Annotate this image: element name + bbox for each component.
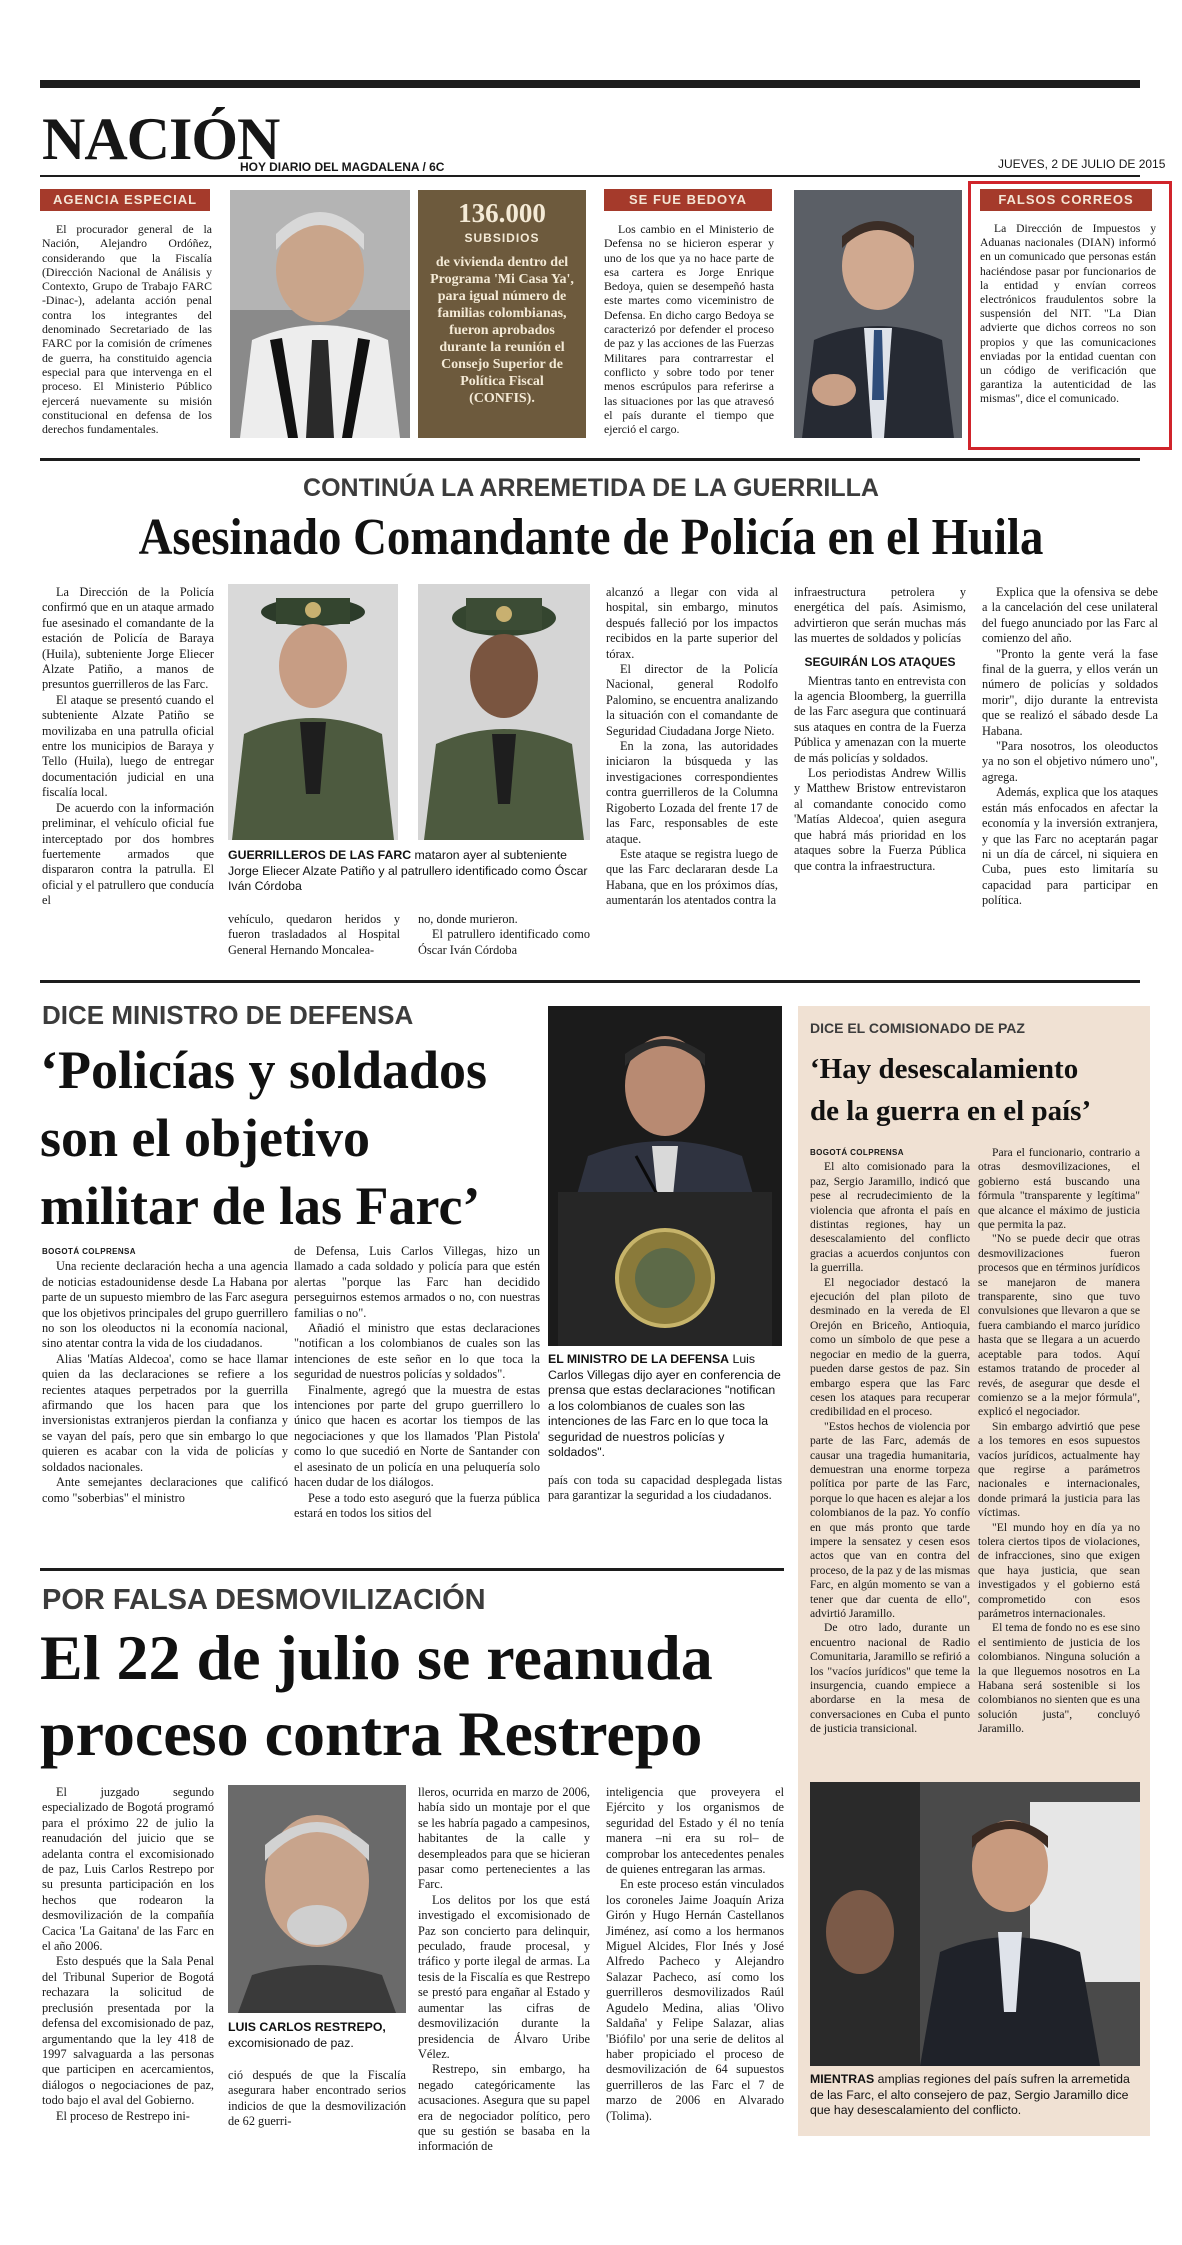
ministro-rule bbox=[40, 1568, 784, 1571]
photo-restrepo bbox=[228, 1785, 406, 2013]
restrepo-figure bbox=[228, 1785, 406, 2013]
restrepo-photo-caption: LUIS CARLOS RESTREPO, excomisionado de paz. bbox=[228, 2020, 386, 2050]
briefs-rule bbox=[40, 458, 1140, 461]
restrepo-col3: lleros, ocurrida en marzo de 2006, había sido un montaje por el que se les habría pagado a campesinos, habitantes de la calle y desempleados para que se hicieran pasar como pertenecientes a las Farc. Los delitos por los que está investigado el excomisionado de Paz son concierto para delinquir, peculado, fraude procesal, y tráfico y porte ilegal de armas. La tesis de la Fiscalía es que Restrepo se prestó para engañar al Estado y aumentar las cifras de desmovilización durante la presidencia de Álvaro Uribe Vélez. Restrepo, sin embargo, ha negado categóricamente las acusaciones. Asegura que su papel era de negociador político, pero que su gestión se basaba en la información de bbox=[418, 1785, 590, 2154]
edition-date: JUEVES, 2 DE JULIO DE 2015 bbox=[998, 157, 1166, 171]
patrullero-figure bbox=[418, 584, 590, 840]
photo-subteniente bbox=[228, 584, 398, 840]
ministro-figure bbox=[548, 1006, 782, 1346]
brief-subsidios-box bbox=[418, 190, 586, 438]
huila-col5: Explica que la ofensiva se debe a la cancelación del cese unilateral del fuego anunciado por las Farc al comienzo del año. "Pronto la gente verá la fase final de la guerra, y ellos verán un número de policías y soldados morir", dijo durante la entrevista que se realizó el sábado desde La Habana. "Para nosotros, los oleoductos ya no son el objetivo número uno", agrega. Además, explica que los ataques están más enfocados en afectar la economía y la inversión extranjera, y que las Farc no aceptarán pagar ni un día de cárcel, ni siquiera en Cuba, pues esto limitaría su capacidad para participar en política. bbox=[982, 585, 1158, 908]
huila-kicker: CONTINÚA LA ARREMETIDA DE LA GUERRILLA bbox=[303, 474, 879, 502]
top-rule bbox=[40, 80, 1140, 88]
huila-photo-caption: GUERRILLEROS DE LAS FARC mataron ayer al subteniente Jorge Eliecer Alzate Patiño y al patrullero identificado como Óscar Iván Córdoba bbox=[228, 848, 588, 893]
subsidios-label: SUBSIDIOS bbox=[464, 231, 540, 245]
restrepo-col1: El juzgado segundo especializado de Bogotá programó para el próximo 22 de julio la reanudación del juicio que se adelanta contra el excomisionado de paz, Luis Carlos Restrepo por su presunta participación en los hechos que rodearon la desmovilización de la compañía Cacica 'La Gaitana' de las Farc en el año 2006. Esto después que la Sala Penal del Tribunal Superior de Bogotá rechazara la solicitud de preclusión presentada por la defensa del excomisionado de paz, argumentando que la ley 418 de 1997 salvaguarda a las personas que participen en acercamientos, diálogos o negociaciones de paz, todo bajo el aval del Gobierno. El proceso de Restrepo ini- bbox=[42, 1785, 214, 2123]
restrepo-headline: El 22 de julio se reanuda proceso contra Restrepo bbox=[40, 1622, 713, 1769]
subsidios-number: 136.000 bbox=[458, 198, 546, 228]
photo-patrullero bbox=[418, 584, 590, 840]
paz-byline: BOGOTÁ COLPRENSA bbox=[810, 1148, 904, 1157]
paper-name: HOY DIARIO DEL MAGDALENA / 6C bbox=[240, 160, 445, 174]
paz-photo-caption: MIENTRAS amplias regiones del país sufren la arremetida de las Farc, el alto consejero de paz, Sergio Jaramillo dice que hay desescalamiento del conflicto. bbox=[810, 2072, 1130, 2117]
huila-rule bbox=[40, 980, 1140, 983]
procurador-figure bbox=[230, 190, 410, 438]
restrepo-col4: inteligencia que proveyera el Ejército y los organismos de seguridad del Estado y él no tenía manera –ni era su rol– de comprobar los antecedentes penales de quienes entregaran las armas. En este proceso están vinculados los coroneles Jaime Joaquín Ariza Girón y Hugo Hernán Castellanos Jiménez, así como a los hermanos Miguel Alcides, Flor Inés y José Alfredo Pacheco y Alejandro Salazar Pacheco, así como los guerrilleros desmovilizados Raúl Agudelo Medina, alias 'Olivo Saldaña' y Felipe Salazar, alias 'Biófilo' por una serie de delitos al haber propiciado el proceso de desmovilización de 64 supuestos guerrilleros de las Farc el 7 de marzo de 2006 en Alvarado (Tolima). bbox=[606, 1785, 784, 2123]
ministro-byline: BOGOTÁ COLPRENSA bbox=[42, 1247, 136, 1256]
brief-bedoya-text: Los cambio en el Ministerio de Defensa no se hicieron esperar y uno de los que ya no hace parte de esa cartera es Jorge Enrique Bedoya, quien se desempeñó hasta este martes como viceministro de Defensa. En dicho cargo Bedoya se caracterizó por defender el proceso de paz y las acciones de las Fuerzas Militares para contrarrestar el conflicto y sobre todo por tener menos escrúpulos para referirse a las situaciones por las que atravesó el país durante el tiempo que ejerció el cargo. bbox=[604, 222, 774, 437]
subsidios-text: de vivienda dentro del Programa 'Mi Casa Ya', para igual número de familias colombianas, fueron aprobados durante la reunión el Consejo Superior de Política Fiscal (CONFIS). bbox=[430, 255, 574, 406]
paz-col1: BOGOTÁ COLPRENSA El alto comisionado para la paz, Sergio Jaramillo, indicó que pese al recrudecimiento de la violencia que afronta el país en distintas regiones, hay un desescalamiento del conflicto gracias a acuerdos conjuntos con la guerrilla. El negociador destacó la ejecución del plan piloto de desminado en la vereda de El Orejón en Briceño, Antioquia, como un símbolo de que pese a negociar en medio de la guerra, pueden darse gestos de paz. Sin embargo espera que las Farc cesen los ataques para recuperar credibilidad en el proceso. "Estos hechos de violencia por parte de las Farc, además de causar una tragedia humanitaria, demuestran una enorme torpeza política por parte de las Farc, porque lo que hacen es alejar a los colombianos de la paz. Yo confío en que más pronto que tarde impere la sensatez y cesen esos actos que van en contra del proceso, de la paz y de las mismas Farc, en algún momento se van a tener que dar cuenta de ello", advirtió Jaramillo. De otro lado, durante un encuentro nacional de Radio Comunitaria, Jaramillo se refirió a los "vacíos jurídicos" que teme la insurgencia, cuando empiece a abordarse en la mesa de conversaciones en Cuba el punto de justicia transicional. bbox=[810, 1148, 970, 1736]
ministro-kicker: DICE MINISTRO DE DEFENSA bbox=[42, 1000, 414, 1030]
jaramillo-figure bbox=[810, 1782, 1140, 2066]
huila-subhead: SEGUIRÁN LOS ATAQUES bbox=[804, 654, 956, 669]
paz-headline: ‘Hay desescalamiento de la guerra en el país’ bbox=[810, 1053, 1092, 1127]
ministro-col2: de Defensa, Luis Carlos Villegas, hizo un llamado a cada soldado y policía para que estén alertas "porque las Farc han decidido perseguirnos estemos armados o no, con nuestras familias o no". Añadió el ministro que estas declaraciones "notifican a los colombianos de cuales son las intenciones de este señor en lo que toca la seguridad de nuestros policías y soldados". Finalmente, agregó que la muestra de estas intenciones por parte del grupo guerrillero lo único que hacen es acortar los tiempos de las negociaciones y que los llamados 'Plan Pistola' como lo que sucedió en Norte de Santander con el asesinato de un policía en una peluquería solo hacen dudar de los diálogos. Pese a todo esto aseguró que la fuerza pública estará en todos los sitios del bbox=[294, 1244, 540, 1520]
subteniente-figure bbox=[228, 584, 398, 840]
restrepo-kicker: POR FALSA DESMOVILIZACIÓN bbox=[42, 1584, 486, 1616]
ministro-photo-caption: EL MINISTRO DE LA DEFENSA Luis Carlos Villegas dijo ayer en conferencia de prensa que estas declaraciones "notifican a los colombianos de cuales son las intenciones de las Farc en lo que toca la seguridad de nuestros policías y soldados". bbox=[548, 1352, 781, 1459]
paz-col2: Para el funcionario, contrario a otras desmovilizaciones, el gobierno está buscando una fórmula "transparente y legítima" que alcance el máximo de justicia que permita la paz. "No se puede decir que otras desmovilizaciones fueron procesos que en términos jurídicos se manejaron de manera transparente, sino que tuvo convulsiones que llevaron a que se fuera cambiando el marco jurídico hasta que se llegara a un acuerdo aceptable para todos. Aquí estamos tratando de proceder al revés, de asegurar que desde el comienzo se a la mejor fórmula", explicó el negociador. Sin embargo advirtió que pese a los temores en esos supuestos vacíos jurídicos, actualmente hay que regirse a parámetros nacionales e internacionales, donde primará la justicia para las víctimas. "El mundo hoy en día ya no tolera ciertos tipos de violaciones, de infracciones, sino que exigen que haya justicia, que sean investigados y el gobierno está comprometido con esos parámetros internacionales. El tema de fondo no es ese sino el sentimiento de justicia de los colombianos. Ninguna solución a la que lleguemos nosotros en La Habana será sostenible si los colombianos no sienten que es una solución justa", concluyó Jaramillo. bbox=[978, 1146, 1140, 1736]
bedoya-figure bbox=[794, 190, 962, 438]
ministro-col3: país con toda su capacidad desplegada listas para garantizar la seguridad a los ciudadanos. bbox=[548, 1473, 782, 1503]
huila-col2a: vehículo, quedaron heridos y fueron trasladados al Hospital General Hernando Moncalea- bbox=[228, 912, 400, 957]
brief-kicker-agencia: AGENCIA ESPECIAL bbox=[40, 189, 210, 211]
ministro-headline: ‘Policías y soldados son el objetivo militar de las Farc’ bbox=[40, 1040, 488, 1236]
brief-correos-text: La Dirección de Impuestos y Aduanas nacionales (DIAN) informó en un comunicado que personas están haciéndose pasar por funcionarios de la entidad y envían correos electrónicos fraudulentos sobre la suspensión del NIT. "La Dian advierte que dichos correos no son propios y que las comunicaciones enviadas por la entidad cuentan con un código de verificación que garantiza la autenticidad de las mismas", dice el comunicado. bbox=[980, 222, 1156, 406]
section-title: NACIÓN bbox=[42, 106, 280, 172]
huila-col1: La Dirección de la Policía confirmó que en un ataque armado fue asesinado el comandante de la estación de Policía de Baraya (Huila), subteniente Jorge Eliecer Alzate Patiño, a manos de presuntos guerrilleros de las Farc. El ataque se presentó cuando el subteniente Alzate Patiño se movilizaba en una patrulla oficial entre los municipios de Baraya y Tello (Huila), luego de entregar documentación judicial en una fiscalía local. De acuerdo con la información preliminar, el vehículo oficial fue interceptado por dos hombres fuertemente armados que dispararon contra la patrulla. El oficial y el patrullero que conducía el bbox=[42, 585, 214, 908]
paz-kicker: DICE EL COMISIONADO DE PAZ bbox=[810, 1020, 1025, 1036]
photo-bedoya bbox=[794, 190, 962, 438]
restrepo-col2: ció después de que la Fiscalía asegurara haber encontrado serios indicios de que la desmovilización de 62 guerri- bbox=[228, 2068, 406, 2129]
brief-kicker-correos: FALSOS CORREOS bbox=[980, 189, 1152, 211]
photo-ministro bbox=[548, 1006, 782, 1346]
photo-jaramillo bbox=[810, 1782, 1140, 2066]
huila-headline: Asesinado Comandante de Policía en el Huila bbox=[138, 509, 1044, 566]
photo-procurador bbox=[230, 190, 410, 438]
brief-kicker-bedoya: SE FUE BEDOYA bbox=[604, 189, 772, 211]
huila-col4: infraestructura petrolera y energética del país. Asimismo, advirtieron que serán muchas más las muertes de soldados y policías SEGUIRÁN LOS ATAQUES Mientras tanto en entrevista con la agencia Bloomberg, la guerrilla de las Farc asegura que continuará sus ataques en contra de la Fuerza Pública y amenazan con la muerte de más policías y soldados. Los periodistas Andrew Willis y Matthew Bristow entrevistaron al comandante conocido como 'Matías Aldecoa', quien asegura que habrá más prioridad en los ataques sobre la Fuerza Pública que contra la infraestructura. bbox=[794, 585, 966, 873]
huila-col3: alcanzó a llegar con vida al hospital, sin embargo, minutos después falleció por los impactos recibidos en la parte superior del tórax. El director de la Policía Nacional, general Rodolfo Palomino, se encuentra analizando la situación con el comandante de Seguridad Ciudadana Jorge Nieto. En la zona, las autoridades iniciaron la búsqueda y las investigaciones correspondientes contra guerrilleros de la Columna Rigoberto Lozada del frente 17 de las Farc, responsables de este ataque. Este ataque se registra luego de que las Farc declararan desde La Habana, que en los próximos días, aumentarán los atentados contra la bbox=[606, 585, 778, 908]
ministro-col1: BOGOTÁ COLPRENSA Una reciente declaración hecha a una agencia de noticias estadounidense desde La Habana por parte de un supuesto miembro de las Farc asegura que los objetivos principales del grupo guerrillero no son los oleoductos ni la economía nacional, sino atentar contra la vida de los ciudadanos. Alias 'Matías Aldecoa', como se hace llamar quien da las declaraciones se refiere a los recientes ataques perpetrados por la guerrilla afirmando que los hacen para que los inversionistas extranjeros pierdan la confianza y se vayan del país, pero que sin embargo lo que quieren es acabar con la vida de policías y soldados nacionales. Ante semejantes declaraciones que calificó como "soberbias" el ministro bbox=[42, 1244, 288, 1506]
huila-col2b: no, donde murieron. El patrullero identificado como Óscar Iván Córdoba bbox=[418, 912, 590, 957]
masthead-rule bbox=[40, 175, 1140, 177]
brief-agencia-text: El procurador general de la Nación, Alejandro Ordóñez, considerando que la Fiscalía (Dirección Nacional de Análisis y Contexto, Grupo de Trabajo FARC -Dinac-), adelanta acción penal contra los integrantes del denominado Secretariado de las FARC por la comisión de crímenes de guerra, ha constituido agencia especial para que intervenga en el proceso. El Ministerio Público ejercerá nuevamente su misión constitucional en defensa de los derechos fundamentales. bbox=[42, 222, 212, 437]
